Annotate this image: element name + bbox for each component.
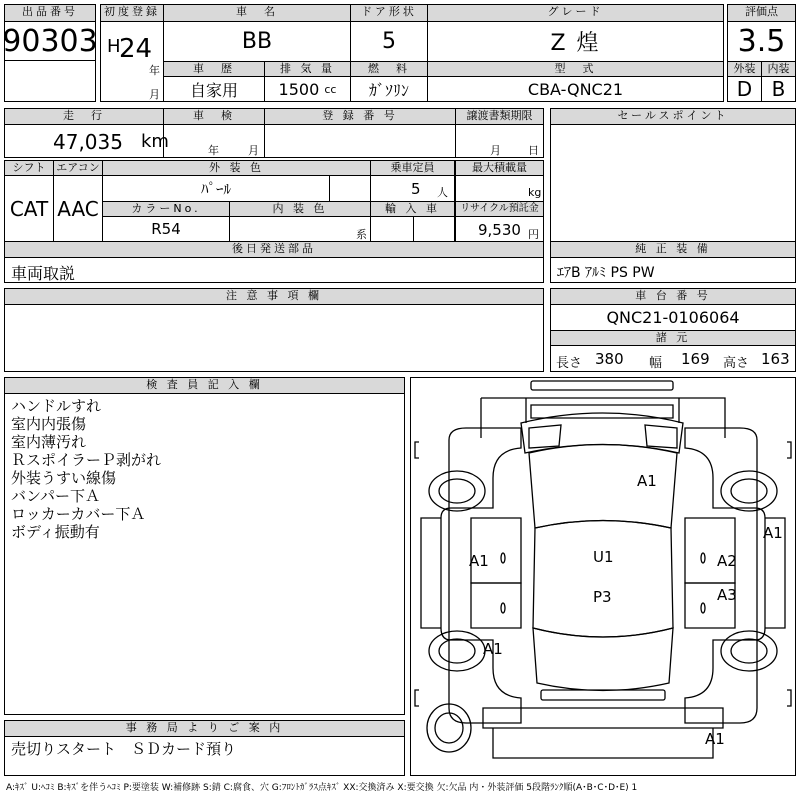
history-value: 自家用 bbox=[163, 76, 265, 102]
lot-number: 90303 bbox=[4, 21, 96, 61]
ext-label: 外装 bbox=[727, 61, 762, 77]
displacement-unit: cc bbox=[324, 82, 337, 96]
transfer-label: 譲渡書類期限 bbox=[455, 108, 544, 125]
later-parts-value: 車両取説 bbox=[4, 257, 544, 283]
capacity-box bbox=[370, 175, 455, 202]
inspector-line: ロッカーカバー下Ａ bbox=[11, 505, 146, 523]
first-reg-box bbox=[100, 21, 164, 102]
office-value: 売切りスタート ＳＤカード預り bbox=[4, 736, 405, 776]
mileage-box bbox=[4, 124, 169, 158]
inspector-line: 室内薄汚れ bbox=[11, 433, 87, 451]
damage-diagram bbox=[410, 377, 796, 776]
notes-section-label: 注 意 事 項 欄 bbox=[4, 288, 544, 305]
mark-rear-bumper: A1 bbox=[705, 730, 725, 748]
equipment-value: ｴｱB ｱﾙﾐ PS PW bbox=[550, 257, 796, 283]
model-label: 型 式 bbox=[427, 61, 724, 77]
model-value: CBA-QNC21 bbox=[427, 76, 724, 102]
height-label: 高さ bbox=[723, 356, 750, 371]
mileage-unit: km bbox=[141, 131, 169, 152]
score-label: 評価点 bbox=[727, 4, 796, 22]
doors-value: 5 bbox=[350, 21, 428, 62]
office-label: 事 務 局 よ り ご 案 内 bbox=[4, 720, 405, 737]
inspector-line: ＲスポイラーＰ剥がれ bbox=[11, 451, 162, 469]
inspector-line: 室内内張傷 bbox=[11, 415, 87, 433]
car-name: BB bbox=[163, 21, 351, 62]
aircon-value: AAC bbox=[53, 175, 103, 242]
displacement-box bbox=[264, 76, 351, 102]
exterior-color-blank bbox=[329, 175, 371, 202]
grade-value: Z 煌 bbox=[427, 21, 724, 62]
shift-value: CAT bbox=[4, 175, 54, 242]
inspector-label: 検 査 員 記 入 欄 bbox=[4, 377, 405, 394]
displacement-value: 1500 bbox=[278, 79, 320, 99]
first-reg-era: H bbox=[107, 36, 121, 57]
inspection-month-unit: 月 bbox=[248, 144, 259, 157]
color-no-value: R54 bbox=[102, 216, 230, 242]
interior-color-unit: 系 bbox=[356, 228, 367, 241]
inspector-line: バンパー下Ａ bbox=[11, 487, 100, 505]
fuel-value: ｶﾞｿﾘﾝ bbox=[350, 76, 428, 102]
length-value: 380 bbox=[595, 350, 624, 368]
transfer-box bbox=[455, 124, 544, 158]
sales-point-area bbox=[550, 124, 796, 242]
capacity-value: 5 bbox=[411, 180, 421, 198]
recycle-value: 9,530 bbox=[478, 221, 521, 239]
transfer-month-unit: 月 bbox=[490, 144, 501, 157]
interior-color-label: 内 装 色 bbox=[229, 201, 371, 217]
mileage-label: 走 行 bbox=[4, 108, 164, 125]
first-reg-month-unit: 月 bbox=[149, 88, 160, 101]
first-reg-label: 初度登録 bbox=[100, 4, 164, 22]
mark-right-rear-door: A2 bbox=[717, 552, 737, 570]
recycle-box bbox=[455, 216, 544, 242]
chassis-label: 車 台 番 号 bbox=[550, 288, 796, 305]
max-load-unit: kg bbox=[528, 186, 542, 199]
int-label: 内装 bbox=[761, 61, 796, 77]
import-box-a bbox=[370, 216, 414, 242]
equipment-label: 純 正 装 備 bbox=[550, 241, 796, 258]
max-load-box bbox=[455, 175, 544, 202]
mark-hood: A1 bbox=[637, 472, 657, 490]
lot-blank bbox=[4, 60, 96, 102]
exterior-color-value: ﾊﾟｰﾙ bbox=[102, 175, 330, 202]
mark-left-rear-door: A3 bbox=[717, 586, 737, 604]
import-label: 輸 入 車 bbox=[370, 201, 455, 217]
aircon-label: エアコン bbox=[53, 160, 103, 176]
length-label: 長さ bbox=[556, 356, 583, 371]
doors-label: ドア形状 bbox=[350, 4, 428, 22]
mark-left-rear-quarter: A1 bbox=[483, 640, 503, 658]
inspector-line: ボディ振動有 bbox=[11, 523, 100, 541]
recycle-label: リサイクル預託金 bbox=[455, 201, 544, 217]
mark-right-front-door: A1 bbox=[763, 524, 783, 542]
mark-roof: U1 bbox=[593, 548, 614, 566]
history-label: 車 歴 bbox=[163, 61, 265, 77]
capacity-label: 乗車定員 bbox=[370, 160, 455, 176]
capacity-unit: 人 bbox=[437, 186, 448, 199]
car-diagram-svg bbox=[411, 378, 795, 775]
reg-no-value bbox=[264, 124, 456, 158]
inspector-line: 外装うすい線傷 bbox=[11, 469, 117, 487]
import-box-b bbox=[413, 216, 455, 242]
notes-section-area bbox=[4, 304, 544, 372]
recycle-unit: 円 bbox=[528, 228, 539, 241]
dims-label: 諸 元 bbox=[550, 330, 796, 346]
chassis-value: QNC21-0106064 bbox=[550, 304, 796, 331]
mark-rear-roof: P3 bbox=[593, 588, 612, 606]
inspector-line: ハンドルすれ bbox=[11, 397, 102, 415]
height-value: 163 bbox=[761, 350, 790, 368]
color-no-label: カラーNo. bbox=[102, 201, 230, 217]
mileage-value: 47,035 bbox=[53, 130, 123, 154]
transfer-day-unit: 日 bbox=[528, 144, 539, 157]
lot-label: 出品番号 bbox=[4, 4, 96, 22]
mark-left-front-door: A1 bbox=[469, 552, 489, 570]
int-score: B bbox=[761, 76, 796, 102]
max-load-label: 最大積載量 bbox=[455, 160, 544, 176]
inspection-box bbox=[163, 124, 265, 158]
displacement-label: 排 気 量 bbox=[264, 61, 351, 77]
first-reg-year-unit: 年 bbox=[149, 64, 160, 77]
first-reg-year: 24 bbox=[119, 34, 153, 64]
reg-no-label: 登 録 番 号 bbox=[264, 108, 456, 125]
ext-score: D bbox=[727, 76, 762, 102]
score-value: 3.5 bbox=[727, 21, 796, 62]
dims-box bbox=[550, 345, 796, 372]
inspection-label: 車 検 bbox=[163, 108, 265, 125]
inspector-notes bbox=[4, 393, 405, 715]
legend: A:ｷｽﾞ U:ﾍｺﾐ B:ｷｽﾞを伴うﾍｺﾐ P:要塗装 W:補修跡 S:錆 C:腐食、穴 G:ﾌﾛﾝﾄｶﾞﾗｽ点ｷｽﾞ XX:交換済み X:要交換 欠:欠品 内・外装評価 5段階ﾗﾝｸ順(A･B･C･D･E) 1 bbox=[6, 783, 638, 793]
inspection-year-unit: 年 bbox=[208, 144, 219, 157]
later-parts-label: 後日発送部品 bbox=[4, 241, 544, 258]
car-name-label: 車 名 bbox=[163, 4, 351, 22]
shift-label: シフト bbox=[4, 160, 54, 176]
sales-point-label: セールスポイント bbox=[550, 108, 796, 125]
interior-color-box bbox=[229, 216, 371, 242]
exterior-color-label: 外 装 色 bbox=[102, 160, 371, 176]
width-value: 169 bbox=[681, 350, 710, 368]
grade-label: グレード bbox=[427, 4, 724, 22]
width-label: 幅 bbox=[649, 356, 663, 371]
fuel-label: 燃 料 bbox=[350, 61, 428, 77]
